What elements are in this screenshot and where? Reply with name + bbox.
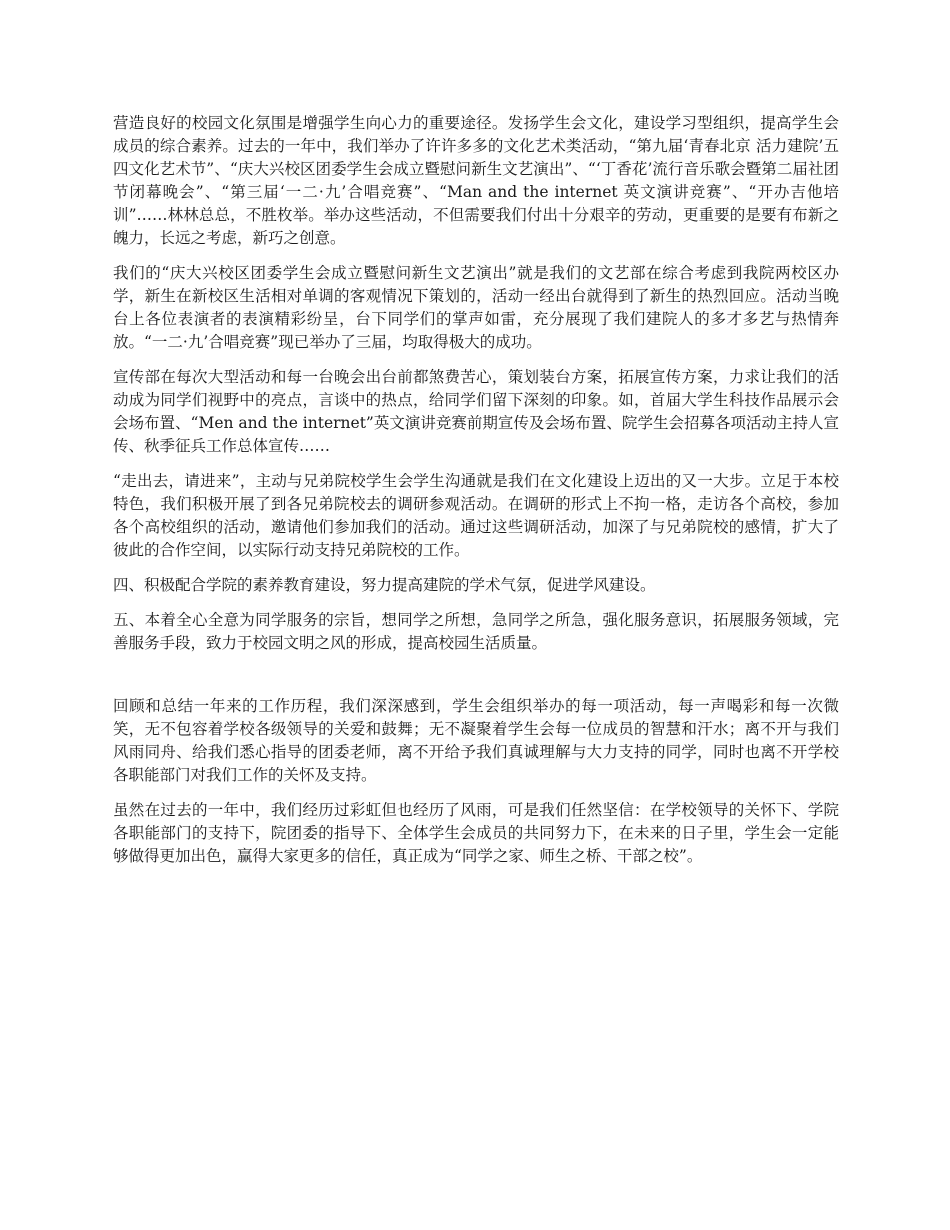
paragraph-exchange-visits: “走出去，请进来”，主动与兄弟院校学生会学生沟通就是我们在文化建设上迈出的又一大步。立足于本校特色，我们积极开展了到各兄弟院校去的调研参观活动。在调研的形式上不拘一格，走访各个高校，参加各个高校组织的活动，邀请他们参加我们的活动。通过这些调研活动，加深了与兄弟院校的感情，扩大了彼此的合作空间，以实际行动支持兄弟院校的工作。 (113, 472, 839, 559)
paragraph-freshman-performance: 我们的“庆大兴校区团委学生会成立暨慰问新生文艺演出”就是我们的文艺部在综合考虑到我院两校区办学，新生在新校区生活相对单调的客观情况下策划的，活动一经出台就得到了新生的热烈回应。活动当晚台上各位表演者的表演精彩纷呈，台下同学们的掌声如雷，充分展现了我们建院人的多才多艺与热情奔放。“一二·九’合唱竞赛”现已举办了三届，均取得极大的成功。 (113, 264, 839, 351)
paragraph-review-summary: 回顾和总结一年来的工作历程，我们深深感到，学生会组织举办的每一项活动，每一声喝彩和每一次微笑，无不包容着学校各级领导的关爱和鼓舞；无不凝聚着学生会每一位成员的智慧和汗水；离不开与我们风雨同舟、给我们悉心指导的团委老师，离不开给予我们真诚理解与大力支持的同学，同时也离不开学校各职能部门对我们工作的关怀及支持。 (113, 697, 839, 784)
document-page (113, 112, 839, 880)
section-heading-five: 五、本着全心全意为同学服务的宗旨，想同学之所想，急同学之所急，强化服务意识，拓展服务领域，完善服务手段，致力于校园文明之风的形成，提高校园生活质量。 (113, 611, 839, 652)
section-heading-four: 四、积极配合学院的素养教育建设，努力提高建院的学术气氛，促进学风建设。 (113, 576, 656, 594)
paragraph-closing-outlook: 虽然在过去的一年中，我们经历过彩虹但也经历了风雨，可是我们任然坚信：在学校领导的关怀下、学院各职能部门的支持下，院团委的指导下、全体学生会成员的共同努力下，在未来的日子里，学生会一定能够做得更加出色，赢得大家更多的信任，真正成为“同学之家、师生之桥、干部之校”。 (113, 801, 839, 865)
paragraph-culture-activities: 营造良好的校园文化氛围是增强学生向心力的重要途径。发扬学生会文化，建设学习型组织，提高学生会成员的综合素养。过去的一年中，我们举办了许许多多的文化艺术类活动，“第九届‘青春北京 活力建院’五四文化艺术节”、“庆大兴校区团委学生会成立暨慰问新生文艺演出”、“‘丁香花’流行音乐歌会暨第二届社团节闭幕晚会”、“第三届‘一二·九’合唱竞赛”、“Man and the internet 英文演讲竞赛”、“开办吉他培训”……林林总总，不胜枚举。举办这些活动，不但需要我们付出十分艰辛的劳动，更重要的是要有布新之魄力，长远之考虑，新巧之创意。 (113, 114, 839, 247)
paragraph-publicity-department: 宣传部在每次大型活动和每一台晚会出台前都煞费苦心，策划装台方案，拓展宣传方案，力求让我们的活动成为同学们视野中的亮点，言谈中的热点，给同学们留下深刻的印象。如，首届大学生科技作品展示会会场布置、“Men and the internet”英文演讲竞赛前期宣传及会场布置、院学生会招募各项活动主持人宣传、秋季征兵工作总体宣传…… (113, 368, 839, 455)
